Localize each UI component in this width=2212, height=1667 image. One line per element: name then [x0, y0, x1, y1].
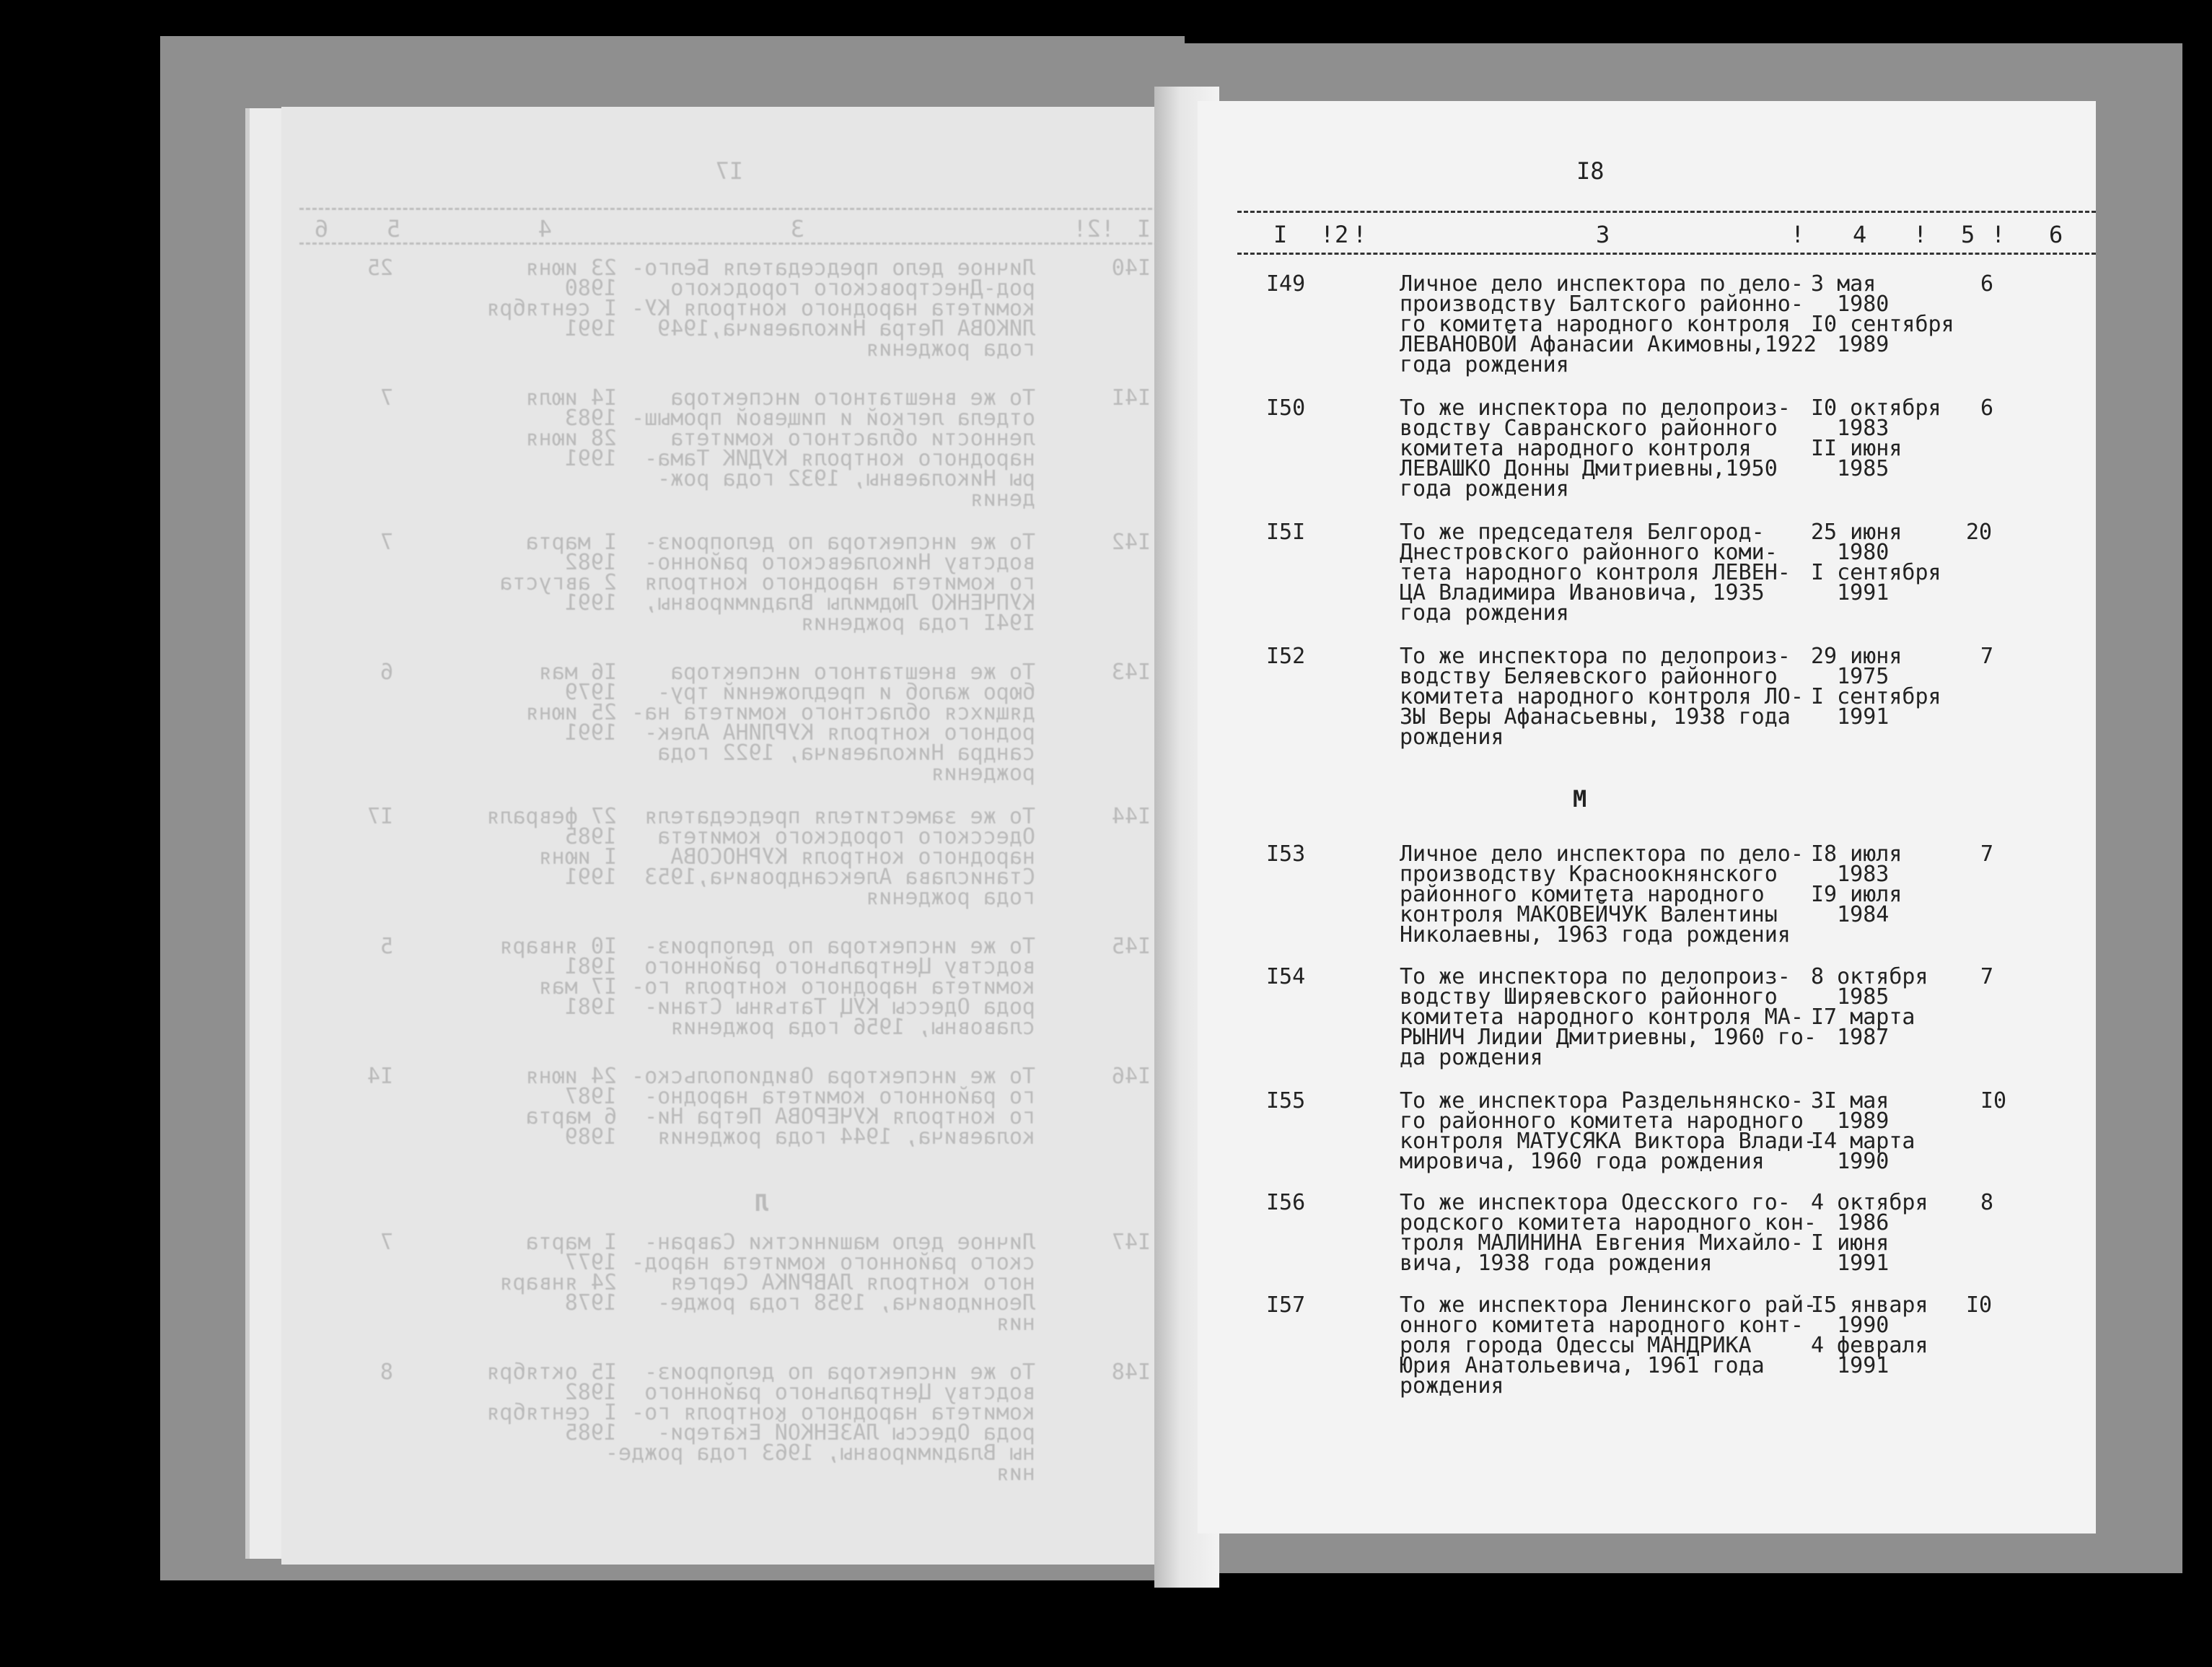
left-entry-dates: 24 июня 1987 6 марта 1989	[525, 1064, 617, 1150]
left-entry-dates: I0 января 1981 I7 мая 1981	[499, 934, 617, 1020]
left-entry-text: То же инспектора по делопроиз- водству Центрального районного комитета народного контроля го- рода Одессы ЛАЗЕНКОЙ Екатери- ны Владимировны, 1963 года рожде- ния	[605, 1360, 1035, 1486]
left-entry-text: То же внештатного инспектора бюро жалоб и предложений тру- дящихся областного комитета на- родного контроля КУРЛИНА Алек- сандра Николаевича, 1922 года рождения	[631, 660, 1035, 786]
right-header-rule-top	[1237, 211, 2096, 213]
entry-number: I54	[1266, 964, 1306, 989]
entry-dates: I5 января 1990 4 февраля 1991	[1811, 1292, 1928, 1378]
left-entry-count: 5	[379, 934, 393, 959]
entry-description: То же инспектора Раздельнянско- го районного комитета народного контроля МАТУСЯКА Виктора Влади- мировича, 1960 года рождения	[1400, 1088, 1817, 1174]
right-header-col5: 5	[1961, 221, 1975, 248]
left-entry-number: I48	[1111, 1360, 1151, 1385]
section-letter: М	[1573, 785, 1587, 813]
left-entry-text: То же инспектора по делопроиз- водству Центрального районного комитета народного контроля го- рода Одессы КУЦ Татьяны Стани- славовны, 1956 года рождения	[631, 934, 1035, 1040]
left-entry-count: 25	[367, 255, 393, 281]
entry-sheet-count: 7	[1980, 841, 1994, 867]
entry-dates: 3I мая 1989 I4 марта 1990	[1811, 1088, 1915, 1174]
left-entry-count: 7	[379, 1230, 393, 1255]
left-header-col5: 5	[386, 215, 400, 242]
right-header-col4: 4	[1853, 221, 1867, 248]
left-header-col4: 4	[537, 215, 552, 242]
left-section-letter: Л	[754, 1189, 768, 1217]
entry-number: I50	[1266, 395, 1306, 421]
right-header-col1: I	[1273, 221, 1288, 248]
entry-dates: 25 июня 1980 I сентября 1991	[1811, 520, 1941, 605]
left-entry-text: То же инспектора Овидиопольско- го районного комитета народно- го контроля КУЧЕРОВА Петра Ни- колаевича, 1944 года рождения	[631, 1064, 1035, 1150]
left-entry-number: I45	[1111, 934, 1151, 959]
left-entry-number: I4I	[1111, 385, 1151, 411]
entry-sheet-count: 7	[1980, 644, 1994, 669]
left-page	[281, 107, 1180, 1565]
right-page-number: I8	[1576, 157, 1605, 185]
entry-description: То же инспектора по делопроиз- водству Беляевского районного комитета народного контроля ЛО- ЗЫ Веры Афанасьевны, 1938 года рождения	[1400, 644, 1804, 750]
entry-description: То же председателя Белгород- Днестровского районного коми- тета народного контроля ЛЕВЕН- ЦА Владимира Ивановича, 1935 года рождения	[1400, 520, 1791, 626]
entry-number: I5I	[1266, 520, 1306, 545]
left-entry-number: I47	[1111, 1230, 1151, 1255]
right-header-sep3: !	[1791, 221, 1805, 248]
right-header-sep2: !	[1353, 221, 1367, 248]
left-entry-count: 8	[379, 1360, 393, 1385]
left-header-col3: 3	[790, 215, 804, 242]
left-entry-dates: 23 июня 1980 I сентября 1991	[486, 255, 617, 341]
entry-dates: 4 октября 1986 I июня 1991	[1811, 1190, 1928, 1276]
right-page	[1198, 101, 2096, 1533]
left-entry-count: 6	[379, 660, 393, 685]
entry-number: I57	[1266, 1292, 1306, 1318]
left-entry-text: То же внештатного инспектора отдела легкой и пищевой промыш- ленности областного комитета народного контроля КУДИК Тама- ры Николаевны, 1932 года рож- дения	[631, 385, 1035, 512]
entry-number: I53	[1266, 841, 1306, 867]
left-entry-dates: I марта 1977 24 января 1978	[499, 1230, 617, 1316]
left-entry-number: I42	[1111, 530, 1151, 555]
entry-description: Личное дело инспектора по дело- производству Балтского районно- го комитета народного контроля ЛЕВАНОВОЙ Афанасии Акимовны,1922 года рождения	[1400, 271, 1817, 377]
left-entry-text: Личное дело машинистки Савран- ского районного комитета народ- ного контроля ЛАВРИКА Сергея Леонидовича, 1958 года рожде- ния	[631, 1230, 1035, 1336]
entry-sheet-count: 8	[1980, 1190, 1994, 1215]
entry-sheet-count: I0	[1966, 1292, 1993, 1318]
entry-description: То же инспектора Одесского го- родского комитета народного кон- троля МАЛИНИНА Евгения Михайло- вича, 1938 года рождения	[1400, 1190, 1817, 1276]
left-entry-count: I4	[367, 1064, 393, 1089]
entry-sheet-count: 6	[1980, 271, 1994, 297]
entry-description: То же инспектора по делопроиз- водству Савранского районного комитета народного контроля ЛЕВАШКО Донны Дмитриевны,1950 года рождения	[1400, 395, 1791, 502]
entry-number: I56	[1266, 1190, 1306, 1215]
entry-sheet-count: 20	[1966, 520, 1993, 545]
left-entry-number: I43	[1111, 660, 1151, 685]
entry-dates: 3 мая 1980 I0 сентября 1989	[1811, 271, 1954, 357]
right-header-sep4: !	[1913, 221, 1928, 248]
left-page-mirrored-content	[281, 107, 1180, 1565]
left-entry-count: 7	[379, 530, 393, 555]
entry-sheet-count: 7	[1980, 964, 1994, 989]
left-entry-dates: I марта 1982 2 августа 1991	[499, 530, 617, 616]
left-entry-text: То же заместителя председателя Одесского городского комитета народного контроля КУРНОСОВА Станислава Александровича,1953 года рождения	[644, 804, 1035, 910]
right-header-sep1: !	[1320, 221, 1335, 248]
left-header-rule-top	[299, 208, 1165, 210]
entry-sheet-count: I0	[1980, 1088, 2007, 1113]
left-header-col6: 6	[314, 215, 328, 242]
left-header-col1: I	[1136, 215, 1151, 242]
right-header-col2: 2	[1335, 221, 1349, 248]
left-entry-number: I44	[1111, 804, 1151, 829]
left-entry-text: То же инспектора по делопроиз- водству Николаевского районно- го комитета народного контроля КУПЧЕНКО Людмилы Владимировны, I94I года рождения	[644, 530, 1035, 636]
left-entry-dates: 27 февраля 1985 I июня 1991	[486, 804, 617, 890]
entry-dates: I8 июля 1983 I9 июля 1984	[1811, 841, 1902, 927]
left-entry-count: I7	[367, 804, 393, 829]
entry-sheet-count: 6	[1980, 395, 1994, 421]
entry-description: То же инспектора Ленинского рай- онного комитета народного конт- роля города Одессы МАНДРИКА Юрия Анатольевича, 1961 года рождения	[1400, 1292, 1817, 1399]
right-header-sep5: !	[1991, 221, 2006, 248]
left-entry-dates: I6 мая 1979 25 июня 1991	[525, 660, 617, 745]
right-header-col3: 3	[1596, 221, 1610, 248]
entry-dates: 29 июня 1975 I сентября 1991	[1811, 644, 1941, 730]
left-entry-number: I40	[1111, 255, 1151, 281]
left-entry-dates: I4 июля 1983 28 июня 1991	[525, 385, 617, 471]
right-header-col6: 6	[2049, 221, 2063, 248]
entry-number: I52	[1266, 644, 1306, 669]
entry-number: I49	[1266, 271, 1306, 297]
left-header-col2: !2!	[1073, 215, 1115, 242]
left-entry-dates: I5 октября 1982 I сентября 1985	[486, 1360, 617, 1445]
left-entry-count: 7	[379, 385, 393, 411]
right-header-rule-bottom	[1237, 253, 2096, 255]
entry-description: Личное дело инспектора по дело- производству Красноокнянского районного комитета народного контроля МАКОВЕЙЧУК Валентины Николаевны, 1963 года рождения	[1400, 841, 1804, 948]
entry-number: I55	[1266, 1088, 1306, 1113]
entry-description: То же инспектора по делопроиз- водству Ширяевского районного комитета народного контроля МА- РЫНИЧ Лидии Дмитриевны, 1960 го- да рождения	[1400, 964, 1817, 1070]
entry-dates: I0 октября 1983 II июня 1985	[1811, 395, 1941, 481]
left-page-number: I7	[715, 157, 743, 185]
left-header-rule-bottom	[299, 242, 1165, 245]
left-entry-number: I46	[1111, 1064, 1151, 1089]
left-entry-text: Личное дело председателя Белго- род-Днестровского городского комитета народного контроля КУ- ЛИКОВА Петра Николаевича,1949 года рождения	[631, 255, 1035, 362]
entry-dates: 8 октября 1985 I7 марта 1987	[1811, 964, 1928, 1050]
